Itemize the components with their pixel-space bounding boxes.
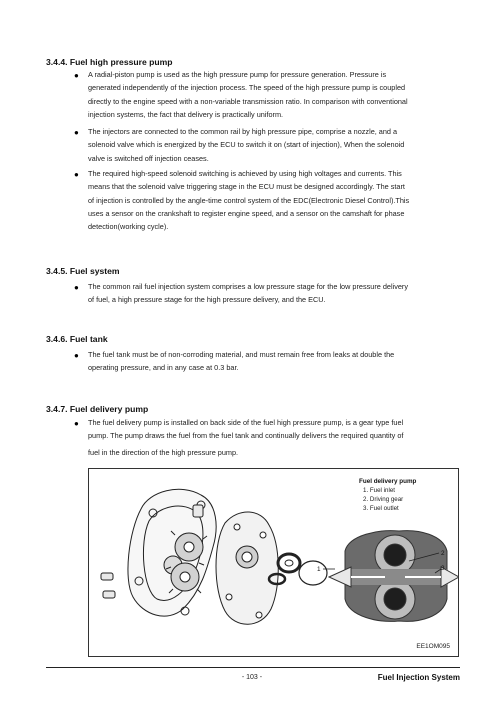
text-line: injection systems, the fact that delivery is practically uniform.: [88, 109, 284, 119]
text-line: detection(working cycle).: [88, 222, 169, 232]
paragraph-common-rail: [88, 280, 458, 307]
figure-id: EE1OM095: [416, 643, 450, 650]
paragraph-injectors: [88, 125, 458, 165]
text-line: fuel in the direction of the high pressure pump.: [88, 447, 239, 457]
text-line: generated independently of the injection process. The speed of the high pressure pump is coupled: [88, 83, 406, 93]
section-heading-fuel-tank: 3.4.6. Fuel tank: [46, 334, 108, 344]
text-line: valve is switched off injection ceases.: [88, 153, 209, 163]
legend-item: 3. Fuel outlet: [363, 505, 399, 512]
paragraph-radial-piston: [88, 68, 458, 121]
bullet-marker: ●: [74, 283, 79, 292]
text-line: The injectors are connected to the common rail by high pressure pipe, comprise a nozzle, and a: [88, 127, 398, 136]
paragraph-fuel-tank: [88, 348, 458, 375]
bullet-marker: ●: [74, 351, 79, 360]
bullet-marker: ●: [74, 71, 79, 80]
text-line: of injection is controlled by the angle-time control system of the EDC(Electronic Diesel Control).This: [88, 195, 410, 205]
text-line: uses a sensor on the crankshaft to register engine speed, and a sensor on the camshaft for phase: [88, 208, 405, 218]
footer-divider: [46, 667, 460, 668]
legend-item: 2. Driving gear: [363, 496, 404, 503]
pump-illustration: [89, 469, 458, 656]
legend-item: 1. Fuel inlet: [363, 487, 395, 494]
fuel-delivery-pump-figure: [88, 468, 459, 657]
text-line: pump. The pump draws the fuel from the fuel tank and continually delivers the required quantity of: [88, 431, 404, 441]
bullet-marker: ●: [74, 128, 79, 137]
section-heading-fuel-delivery-pump: 3.4.7. Fuel delivery pump: [46, 404, 149, 414]
text-line: solenoid valve which is energized by the ECU to switch it on (start of injection), When the solenoid: [88, 140, 405, 150]
text-line: of fuel, a high pressure stage for the high pressure delivery, and the ECU.: [88, 295, 326, 305]
bullet-marker: ●: [74, 170, 79, 179]
pump-cover-drawing: [216, 512, 278, 624]
section-heading-high-pressure-pump: 3.4.4. Fuel high pressure pump: [46, 57, 173, 67]
callout-driving-gear: 2: [441, 550, 445, 557]
callout-inlet: 1: [317, 566, 321, 573]
text-line: The common rail fuel injection system comprises a low pressure stage for the low pressure delivery: [88, 282, 408, 291]
text-line: A radial-piston pump is used as the high pressure pump for pressure generation. Pressure is: [88, 70, 387, 79]
callout-outlet: 3: [441, 565, 445, 572]
legend-title: Fuel delivery pump: [359, 478, 417, 485]
bullet-marker: ●: [74, 419, 79, 428]
text-line: means that the solenoid valve triggering stage in the ECU must be designed accordingly. The start: [88, 182, 405, 192]
footer-title: Fuel Injection System: [377, 673, 460, 682]
paragraph-delivery-pump: [88, 416, 458, 459]
text-line: directly to the engine speed with a non-variable transmission ratio. In comparison with conventional: [88, 96, 408, 106]
page-number: - 103 -: [241, 674, 263, 681]
gear-pump-cross-section: [329, 531, 458, 622]
text-line: The required high-speed solenoid switching is achieved by using high voltages and currents. This: [88, 169, 402, 178]
paragraph-solenoid-switching: [88, 167, 458, 233]
text-line: operating pressure, and in any case at 0.3 bar.: [88, 363, 239, 373]
section-heading-fuel-system: 3.4.5. Fuel system: [46, 266, 120, 276]
text-line: The fuel tank must be of non-corroding material, and must remain free from leaks at double the: [88, 350, 395, 359]
text-line: The fuel delivery pump is installed on back side of the fuel high pressure pump, is a gear type fuel: [88, 418, 404, 427]
